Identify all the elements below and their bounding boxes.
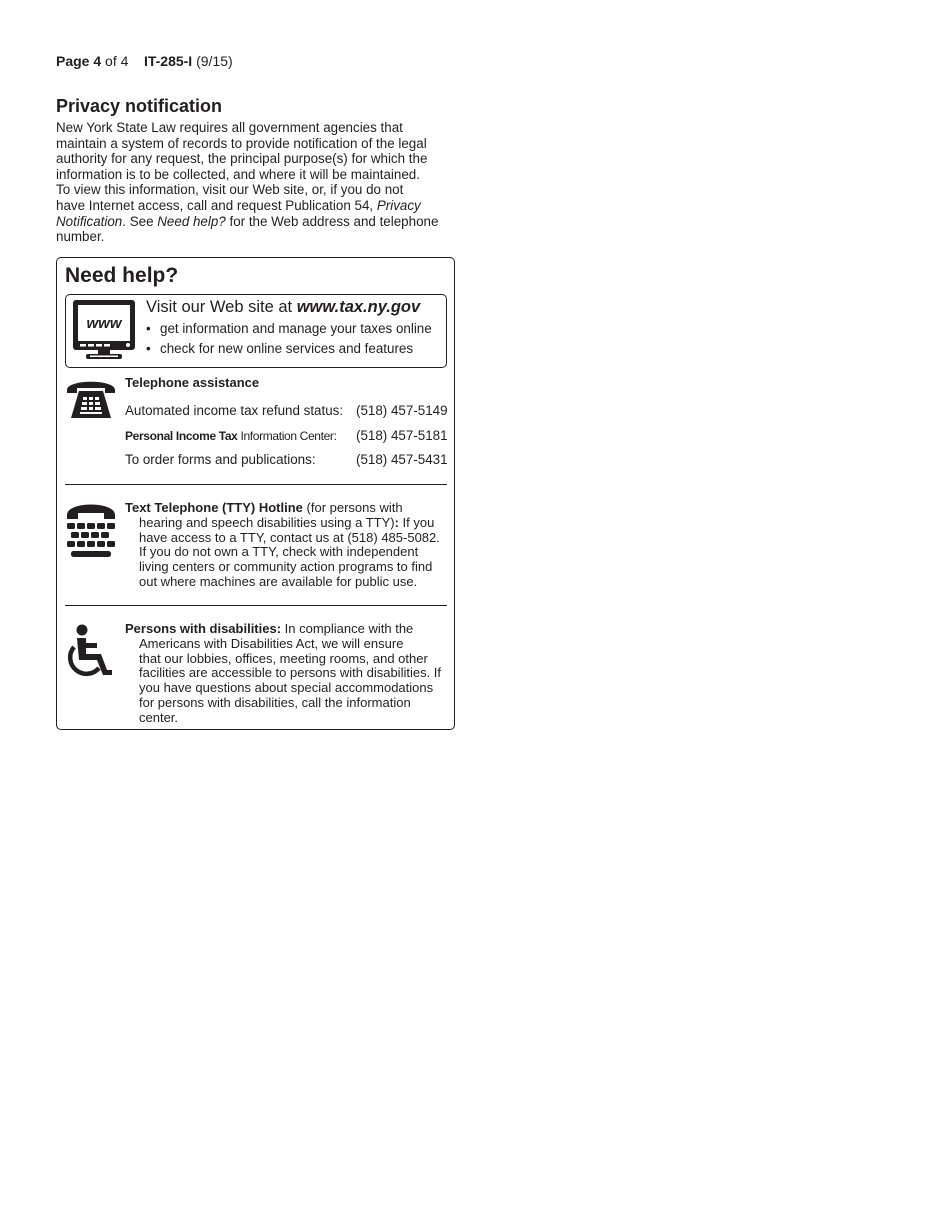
form-date: (9/15) [192,53,233,69]
page-number: Page 4 [56,53,102,69]
web-site-heading [146,298,420,317]
tty-line: (for persons with [302,500,403,515]
tty-colon: : [394,514,399,530]
disabilities-line: In compliance with the [281,621,414,636]
need-help-title: Need help? [65,264,179,287]
telephone-number: (518) 457-5181 [356,428,448,443]
tty-icon [65,502,117,560]
telephone-label [125,429,337,443]
telephone-row [125,403,447,418]
page-header [56,53,233,69]
tty-line: out where machines are available for public use. [139,573,418,589]
telephone-number: (518) 457-5149 [356,403,448,418]
privacy-line: information is to be collected, and where it will be maintained. [56,166,420,182]
disabilities-line: that our lobbies, offices, meeting rooms, and other [139,650,428,666]
telephone-icon [65,376,117,420]
list-item: • get information and manage your taxes online [146,321,432,341]
privacy-section [56,96,460,245]
disabilities-title: Persons with disabilities: [125,621,282,636]
telephone-label: Automated income tax refund status: [125,403,344,418]
privacy-line: . See [122,213,158,229]
web-site-intro: Visit our Web site at [146,298,297,316]
telephone-row [125,452,447,467]
web-site-url[interactable]: www.tax.ny.gov [296,298,421,316]
computer-monitor-icon [72,299,136,361]
telephone-label: To order forms and publications: [125,452,316,467]
privacy-line: number. [56,229,105,245]
telephone-row [125,428,447,443]
telephone-assistance-title: Telephone assistance [125,375,260,390]
privacy-body [56,120,460,245]
tty-line: have access to a TTY, contact us at (518) 485-5082. [139,529,440,545]
telephone-label-bold: Personal Income Tax [125,429,238,443]
disabilities-paragraph [125,622,449,726]
disabilities-line: center. [139,709,179,725]
tty-line: living centers or community action programs to find [139,559,433,575]
web-bullet-list [146,321,432,361]
tty-line: If you [398,514,435,530]
section-divider [65,484,447,485]
publication-title-cont: Notification [56,213,123,229]
tty-title: Text Telephone (TTY) Hotline [125,500,303,515]
wheelchair-icon [65,624,117,678]
list-item: • check for new online services and features [146,341,432,361]
privacy-line: New York State Law requires all government agencies that [56,120,403,135]
need-help-ref: Need help? [157,213,226,229]
privacy-line: To view this information, visit our Web site, or, if you do not [56,182,404,198]
telephone-number: (518) 457-5431 [356,452,448,467]
telephone-label-rest: Information Center: [237,429,337,443]
privacy-line: authority for any request, the principal purpose(s) for which the [56,151,428,167]
disabilities-line: Americans with Disabilities Act, we will ensure [139,635,404,651]
form-id: IT-285-I [143,53,193,69]
tty-line: If you do not own a TTY, check with independent [139,544,419,560]
publication-title: Privacy [376,197,421,213]
privacy-line: for the Web address and telephone [225,213,439,229]
disabilities-line: you have questions about special accommodations [139,680,434,696]
tty-paragraph [125,501,449,590]
privacy-line: maintain a system of records to provide notification of the legal [56,135,427,151]
www-icon-text: www [86,315,122,332]
need-help-box [56,257,455,730]
page-total: of 4 [101,53,129,69]
section-divider [65,605,447,606]
disabilities-line: facilities are accessible to persons with disabilities. If [139,665,442,681]
privacy-line: have Internet access, call and request Publication 54, [56,197,377,213]
web-site-box [65,294,447,368]
privacy-title: Privacy notification [56,96,223,116]
tty-line: hearing and speech disabilities using a TTY) [139,514,395,530]
disabilities-line: for persons with disabilities, call the information [139,694,411,710]
